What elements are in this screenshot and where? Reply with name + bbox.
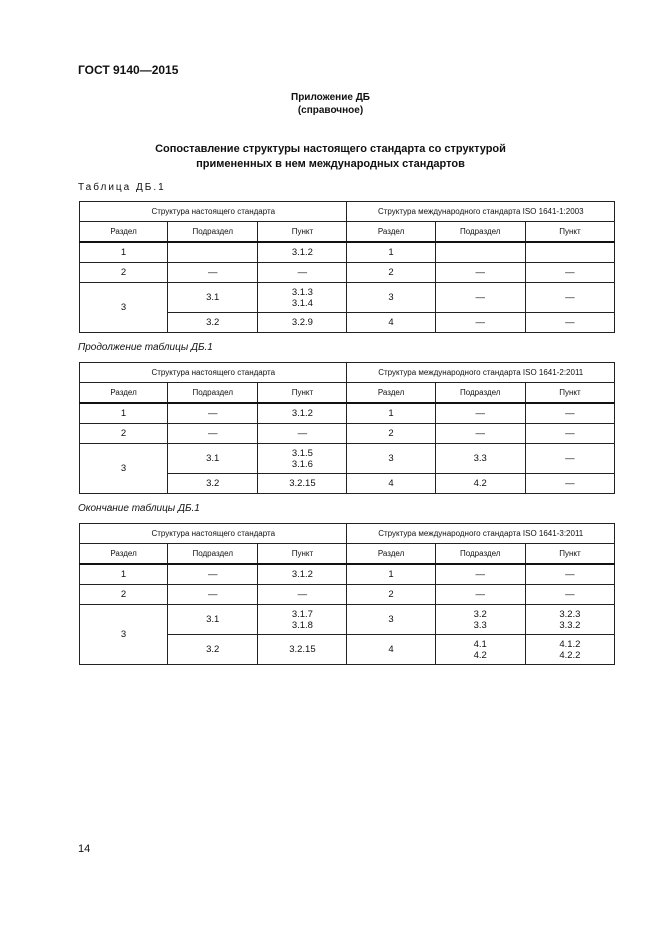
cell-line: 3.3.2: [559, 619, 581, 631]
column-header: Раздел: [347, 544, 435, 565]
table-cell: —: [525, 585, 614, 605]
table-cell: [525, 605, 614, 635]
table-caption: Продолжение таблицы ДБ.1: [78, 342, 213, 353]
table-cell: [258, 605, 347, 635]
table-cell: —: [525, 403, 614, 424]
table-cell: 3: [80, 283, 168, 333]
table-cell: 4: [347, 313, 435, 333]
table-cell: —: [525, 313, 614, 333]
table-cell: 1: [347, 242, 435, 263]
table-cell: —: [435, 313, 525, 333]
table-cell: 3.3: [435, 444, 525, 474]
table-cell: —: [168, 263, 258, 283]
table-cell: 1: [80, 242, 168, 263]
table-cell: —: [525, 263, 614, 283]
table-cell: 3: [347, 605, 435, 635]
table-cell: 2: [80, 585, 168, 605]
table-cell: 2: [80, 424, 168, 444]
table-cell: 3.1.2: [258, 564, 347, 585]
table-cell: [525, 242, 614, 263]
table-cell: —: [435, 283, 525, 313]
column-header: Подраздел: [435, 544, 525, 565]
column-header: Раздел: [347, 383, 435, 404]
table-cell: 2: [80, 263, 168, 283]
cell-line: 4.2.2: [559, 649, 581, 661]
column-header: Пункт: [258, 383, 347, 404]
appendix-label: Приложение ДБ: [291, 92, 370, 103]
table-cell: —: [168, 403, 258, 424]
group-header-left: Структура настоящего стандарта: [80, 202, 347, 222]
appendix-title-line2: примененных в нем международных стандартов: [196, 158, 465, 170]
table-cell: 3: [80, 444, 168, 494]
table-cell: 4.2: [435, 474, 525, 494]
table-cell: —: [435, 585, 525, 605]
cell-line: 3.2.3: [559, 608, 581, 620]
table-cell: 3.1.2: [258, 242, 347, 263]
cell-line: 3.2: [473, 608, 487, 620]
cell-line: 3.1.8: [291, 619, 313, 631]
table-cell: 3.2: [168, 313, 258, 333]
column-header: Раздел: [80, 222, 168, 243]
table-cell: 3: [347, 283, 435, 313]
page-number: 14: [78, 843, 91, 855]
table-row: [80, 263, 615, 283]
table-cell: —: [258, 263, 347, 283]
column-header: Пункт: [525, 383, 614, 404]
table-cell: 3.2.9: [258, 313, 347, 333]
table-cell: —: [435, 403, 525, 424]
table-cell: [435, 635, 525, 665]
column-header: Раздел: [80, 544, 168, 565]
group-header-left: Структура настоящего стандарта: [80, 524, 347, 544]
table-cell: —: [525, 424, 614, 444]
cell-line: 4.1: [473, 638, 487, 650]
table-cell: 2: [347, 424, 435, 444]
table-row: [80, 403, 615, 424]
table-cell: [525, 635, 614, 665]
table-cell: —: [435, 424, 525, 444]
table-cell: 3.2.15: [258, 474, 347, 494]
column-header: Пункт: [525, 544, 614, 565]
table-cell: 1: [347, 403, 435, 424]
table-cell: [258, 283, 347, 313]
table-cell: [435, 242, 525, 263]
table-cell: 1: [80, 403, 168, 424]
comparison-table-3: [79, 523, 615, 665]
table-cell: 3.1: [168, 605, 258, 635]
table-row: [80, 444, 615, 474]
table-cell: —: [168, 585, 258, 605]
table-row: [80, 242, 615, 263]
table-cell: 3.2: [168, 474, 258, 494]
table-cell: —: [168, 424, 258, 444]
table-cell: 2: [347, 585, 435, 605]
table-cell: 1: [80, 564, 168, 585]
table-row: [80, 585, 615, 605]
table-cell: [258, 444, 347, 474]
table-cell: 3.1.2: [258, 403, 347, 424]
table-row: [80, 283, 615, 313]
table-cell: —: [525, 564, 614, 585]
column-header: Пункт: [258, 544, 347, 565]
table-cell: 4: [347, 635, 435, 665]
appendix-title-line1: Сопоставление структуры настоящего стандарта со структурой: [155, 143, 506, 155]
table-cell: —: [525, 444, 614, 474]
table-cell: 3.1: [168, 283, 258, 313]
table-caption: Таблица ДБ.1: [78, 182, 166, 193]
table-cell: 4: [347, 474, 435, 494]
cell-line: 3.1.7: [291, 608, 313, 620]
table-cell: [435, 605, 525, 635]
table-cell: 3.1: [168, 444, 258, 474]
table-row: [80, 564, 615, 585]
cell-line: 3.1.5: [291, 447, 313, 459]
table-cell: —: [435, 263, 525, 283]
group-header-left: Структура настоящего стандарта: [80, 363, 347, 383]
table-cell: 3.2: [168, 635, 258, 665]
column-header: Подраздел: [435, 222, 525, 243]
document-code: ГОСТ 9140—2015: [78, 63, 179, 77]
table-cell: —: [258, 585, 347, 605]
group-header-right: Структура международного стандарта ISO 1641-2:2011: [347, 363, 615, 383]
table-cell: 2: [347, 263, 435, 283]
cell-line: 3.1.3: [291, 286, 313, 298]
column-header: Подраздел: [168, 383, 258, 404]
table-cell: [168, 242, 258, 263]
table-row: [80, 605, 615, 635]
column-header: Раздел: [347, 222, 435, 243]
column-header: Подраздел: [435, 383, 525, 404]
table-cell: 3.2.15: [258, 635, 347, 665]
table-cell: 3: [80, 605, 168, 665]
table-cell: —: [435, 564, 525, 585]
table-cell: —: [258, 424, 347, 444]
comparison-table-1: [79, 201, 615, 333]
group-header-right: Структура международного стандарта ISO 1641-1:2003: [347, 202, 615, 222]
cell-line: 3.3: [473, 619, 487, 631]
column-header: Пункт: [258, 222, 347, 243]
group-header-right: Структура международного стандарта ISO 1641-3:2011: [347, 524, 615, 544]
cell-line: 4.1.2: [559, 638, 581, 650]
column-header: Раздел: [80, 383, 168, 404]
comparison-table-2: [79, 362, 615, 494]
column-header: Пункт: [525, 222, 614, 243]
table-cell: 3: [347, 444, 435, 474]
table-row: [80, 424, 615, 444]
table-cell: 1: [347, 564, 435, 585]
cell-line: 4.2: [473, 649, 487, 661]
cell-line: 3.1.6: [291, 458, 313, 470]
cell-line: 3.1.4: [291, 297, 313, 309]
table-cell: —: [525, 283, 614, 313]
table-cell: —: [168, 564, 258, 585]
column-header: Подраздел: [168, 544, 258, 565]
appendix-note: (справочное): [297, 105, 364, 116]
table-caption: Окончание таблицы ДБ.1: [78, 503, 200, 514]
column-header: Подраздел: [168, 222, 258, 243]
table-cell: —: [525, 474, 614, 494]
